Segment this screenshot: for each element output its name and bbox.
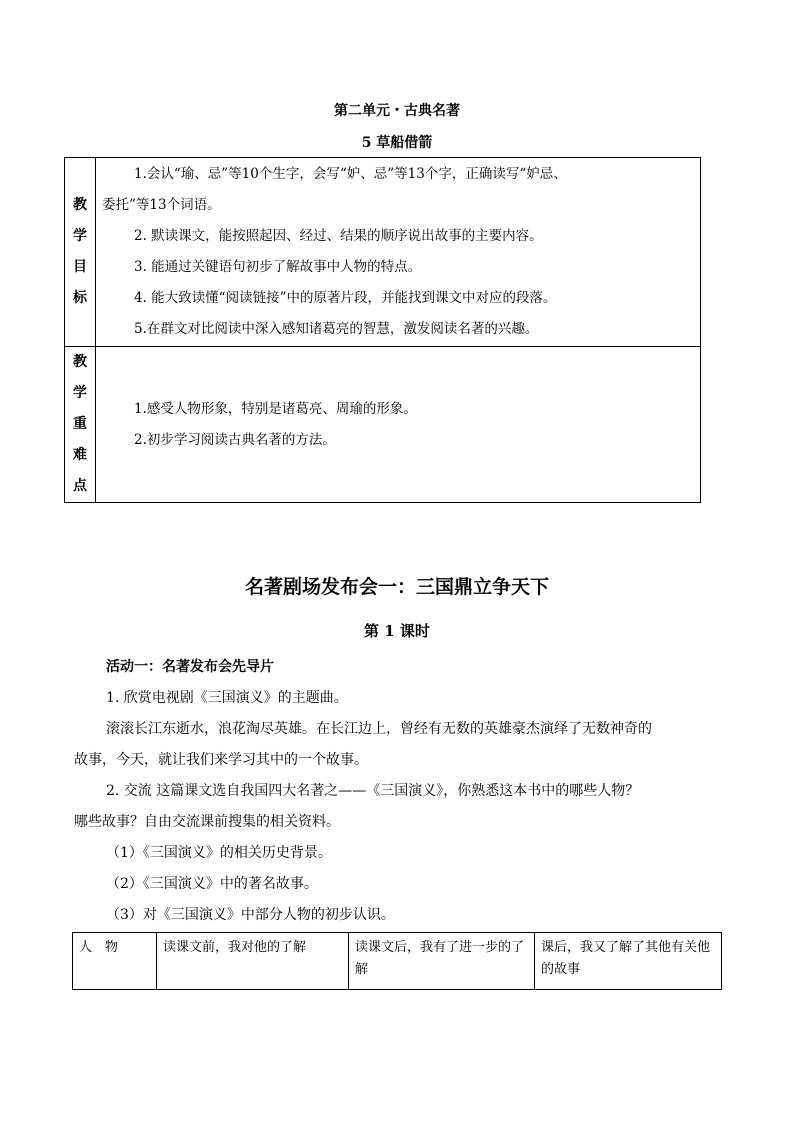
goals-header-char: 标 — [73, 290, 87, 306]
goals-header — [65, 158, 96, 347]
keypoints-header-char: 点 — [73, 478, 87, 494]
keypoints-cell — [96, 347, 701, 503]
body-line: （2）《三国演义》中的著名故事。 — [106, 876, 318, 892]
section-title: 名著剧场发布会一：三国鼎立争天下 — [244, 576, 549, 598]
goals-row — [65, 158, 701, 347]
keypoint-line: 1.感受人物形象，特别是诸葛亮、周瑜的形象。 — [134, 400, 417, 417]
record-table — [72, 932, 722, 990]
record-header-cell: 读课文前，我对他的了解 — [157, 933, 349, 990]
record-header-cell: 读课文后，我有了进一步的了解 — [349, 933, 535, 990]
goals-cell — [96, 158, 701, 347]
keypoints-header — [65, 347, 96, 503]
goals-header-char: 教 — [73, 197, 87, 213]
goal-line: 委托”等13个词语。 — [102, 197, 221, 213]
record-header-cell: 人 物 — [73, 933, 157, 990]
lesson-title: 5 草船借箭 — [361, 135, 433, 151]
goal-line: 3. 能通过关键语句初步了解故事中人物的特点。 — [134, 259, 422, 275]
keypoints-header-char: 难 — [73, 447, 87, 463]
keypoints-header-char: 重 — [73, 416, 87, 432]
keypoints-header-char: 教 — [73, 354, 87, 370]
body-line: （1）《三国演义》的相关历史背景。 — [106, 845, 332, 861]
goal-line: 2. 默读课文，能按照起因、经过、结果的顺序说出故事的主要内容。 — [134, 228, 543, 244]
body-line: 哪些故事？自由交流课前搜集的相关资料。 — [74, 814, 340, 830]
body-line: 故事，今天，就让我们来学习其中的一个故事。 — [74, 752, 368, 768]
body-line: 2. 交流 这篇课文选自我国四大名著之——《三国演义》，你熟悉这本书中的哪些人物？ — [106, 783, 640, 799]
goal-line: 5.在群文对比阅读中深入感知诸葛亮的智慧，激发阅读名著的兴趣。 — [134, 321, 539, 337]
body-line: 1. 欣赏电视剧《三国演义》的主题曲。 — [106, 690, 348, 706]
body-line: （3）对《三国演义》中部分人物的初步认识。 — [106, 907, 395, 923]
lesson-body — [74, 652, 724, 931]
keypoints-header-char: 学 — [73, 385, 87, 401]
body-line: 滚滚长江东逝水，浪花淘尽英雄。在长江边上，曾经有无数的英雄豪杰演绎了无数神奇的 — [106, 721, 652, 737]
objectives-table — [64, 157, 701, 503]
keypoints-row — [65, 347, 701, 503]
keypoint-line: 2.初步学习阅读古典名著的方法。 — [134, 431, 336, 448]
activity-heading: 活动一：名著发布会先导片 — [106, 659, 274, 675]
record-header-row — [73, 933, 722, 990]
goals-header-char: 目 — [73, 259, 87, 275]
goals-header-char: 学 — [73, 228, 87, 244]
goal-line: 4. 能大致读懂“阅读链接”中的原著片段，并能找到课文中对应的段落。 — [134, 290, 557, 306]
goal-line: 1.会认“瑜、忌”等10个生字，会写“妒、忌”等13个字，正确读写“妒忌、 — [134, 166, 567, 182]
record-header-cell: 课后，我又了解了其他有关他的故事 — [535, 933, 722, 990]
unit-title: 第二单元・古典名著 — [334, 103, 460, 119]
period-heading: 第 1 课时 — [364, 622, 430, 640]
